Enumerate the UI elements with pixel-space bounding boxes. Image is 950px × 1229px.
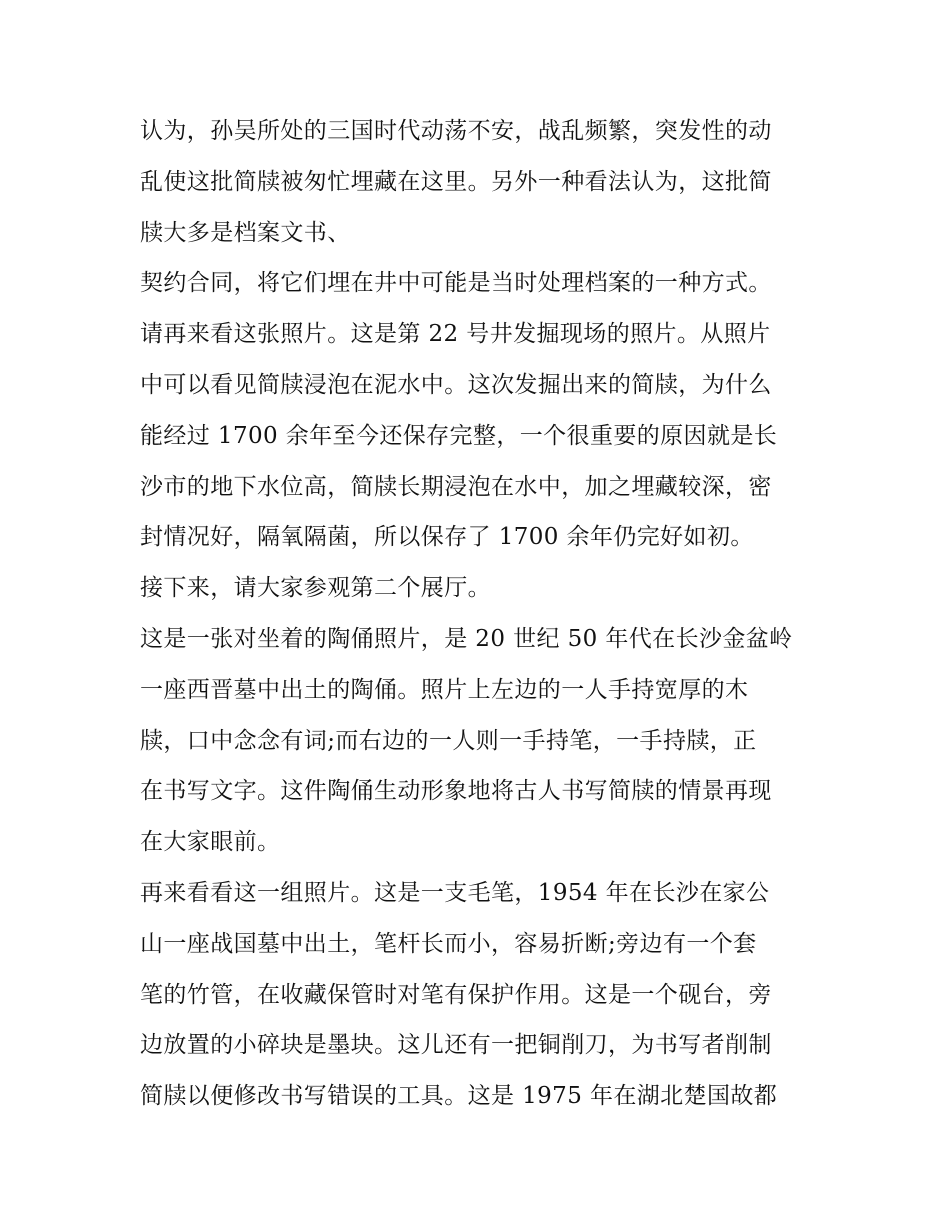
text-line: 认为，孙吴所处的三国时代动荡不安，战乱频繁，突发性的动 [140,118,772,144]
text-line: 请再来看这张照片。这是第 22 号井发掘现场的照片。从照片 [140,321,771,348]
text-line: 乱使这批简牍被匆忙埋藏在这里。另外一种看法认为，这批简 [140,168,772,195]
text-line: 在大家眼前。 [140,829,281,856]
text-line: 再来看看这一组照片。这是一支毛笔，1954 年在长沙在家公 [140,879,770,906]
text-line: 牍大多是档案文书、 [140,219,351,246]
text-line: 简牍以便修改书写错误的工具。这是 1975 年在湖北楚国故都 [140,1083,778,1110]
text-line: 一座西晋墓中出土的陶俑。照片上左边的一人手持宽厚的木 [140,676,749,703]
text-line: 牍，口中念念有词;而右边的一人则一手持笔，一手持牍，正 [140,727,757,754]
text-line: 这是一张对坐着的陶俑照片，是 20 世纪 50 年代在长沙金盆岭 [140,625,793,652]
text-line: 山一座战国墓中出土，笔杆长而小，容易折断;旁边有一个套 [140,930,757,957]
text-line: 沙市的地下水位高，简牍长期浸泡在水中，加之埋藏较深，密 [140,473,772,500]
text-line: 接下来，请大家参观第二个展厅。 [140,575,491,602]
text-line: 能经过 1700 余年至今还保存完整，一个很重要的原因就是长 [140,422,778,449]
text-line: 边放置的小碎块是墨块。这儿还有一把铜削刀，为书写者削制 [140,1032,772,1059]
text-line: 封情况好，隔氧隔菌，所以保存了 1700 余年仍完好如初。 [140,524,754,551]
text-line: 在书写文字。这件陶俑生动形象地将古人书写简牍的情景再现 [140,778,772,805]
text-line: 契约合同，将它们埋在井中可能是当时处理档案的一种方式。 [140,270,772,297]
body-text [140,106,820,1122]
text-line: 中可以看见简牍浸泡在泥水中。这次发掘出来的简牍，为什么 [140,371,772,398]
text-line: 笔的竹管，在收藏保管时对笔有保护作用。这是一个砚台，旁 [140,981,772,1008]
